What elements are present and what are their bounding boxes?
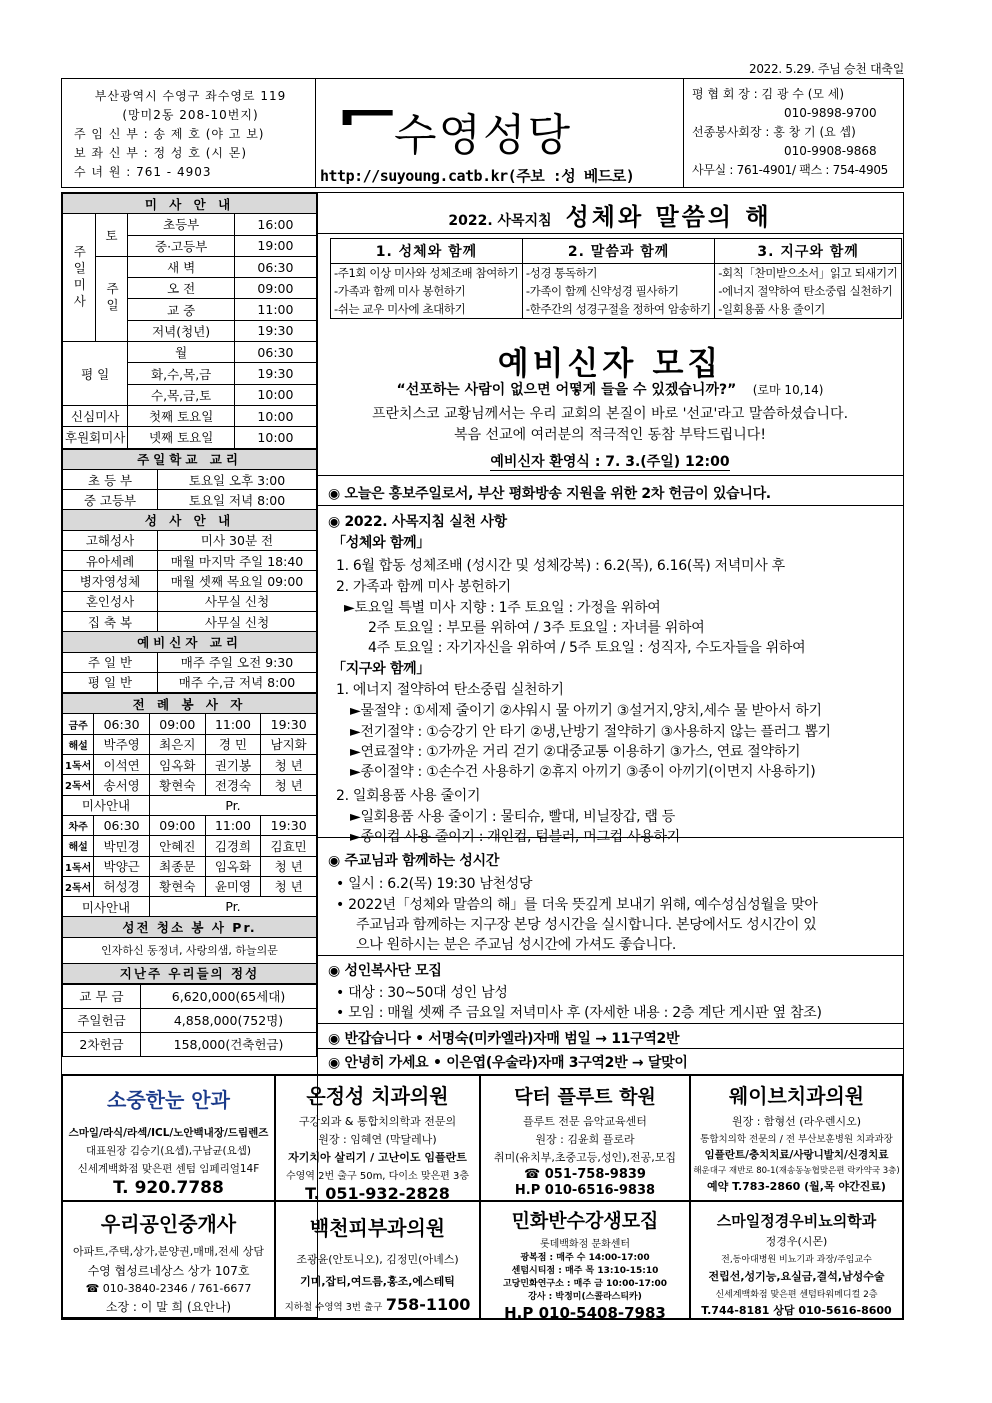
servers-cell: 황현숙 bbox=[149, 876, 205, 896]
main-content bbox=[318, 192, 904, 845]
sacrament-time: 사무실 신청 bbox=[158, 591, 317, 611]
ad-tel: ☎ 051-758-9839 bbox=[524, 1167, 646, 1182]
servers-cell: 최은지 bbox=[149, 734, 205, 754]
parish-info bbox=[62, 79, 316, 187]
servers-cell: 윤미영 bbox=[205, 876, 261, 896]
guide-label: 미사안내 bbox=[63, 795, 150, 815]
ad-minhwa[interactable] bbox=[480, 1201, 690, 1319]
ad-tel: 소장 : 이 말 희 (요안나) bbox=[105, 1300, 232, 1314]
ad-name: 우리공인중개사 bbox=[100, 1212, 237, 1236]
address-line: 부산광역시 수영구 좌수영로 119 bbox=[94, 89, 287, 103]
sacrament-name: 고해성사 bbox=[63, 530, 158, 550]
theme-year: 2022. 사목지침 bbox=[448, 213, 552, 229]
address-line: (망미2동 208-10번지) bbox=[122, 108, 259, 122]
ad-line: 원장 : 임혜연 (막달레나) bbox=[318, 1133, 437, 1146]
sacrament-name: 병자영성체 bbox=[63, 571, 158, 591]
notice-item: ►토요일 특별 미사 지향 : 1주 토요일 : 가정을 위하여 bbox=[344, 600, 661, 616]
servers-cell: 이석연 bbox=[94, 755, 150, 775]
sun-label: 주일 bbox=[95, 256, 128, 341]
ad-line: 전,동아대병원 비뇨기과 과장/주임교수 bbox=[721, 1255, 872, 1265]
ad-derma[interactable] bbox=[275, 1201, 480, 1319]
servers-cell: 허성경 bbox=[94, 876, 150, 896]
ad-line: 취미(유치부,초중고등,성인),전공,모집 bbox=[494, 1151, 676, 1164]
sunday-mass-label: 주일미사 bbox=[63, 214, 96, 342]
website-link[interactable]: http://suyoung.catb.kr(주보 :성 베드로) bbox=[320, 167, 635, 185]
notice-item: ►종이컵 사용 줄이기 : 개인컵, 텀블러, 머그컵 사용하기 bbox=[350, 829, 680, 845]
notice-1: ◉ 오늘은 홍보주일로서, 부산 평화방송 지원을 위한 2차 헌금이 있습니다. bbox=[328, 486, 771, 502]
recruit-line: 복음 선교에 여러분의 적극적인 동참 부탁드립니다! bbox=[454, 427, 766, 443]
logo-text: 수영성당 bbox=[394, 110, 573, 161]
servers-cell: 박주영 bbox=[94, 734, 150, 754]
mass-name: 오 전 bbox=[128, 278, 234, 298]
mass-name: 교 중 bbox=[128, 299, 234, 319]
ad-realtor[interactable] bbox=[62, 1201, 275, 1319]
servers-cell: 해설 bbox=[63, 836, 94, 856]
ad-line: 전립선,성기능,요실금,결석,남성수술 bbox=[708, 1270, 885, 1283]
notice-item: 2주 토요일 : 부모를 위하여 / 3주 토요일 : 자녀를 위하여 bbox=[368, 620, 705, 636]
servers-cell: 금주 bbox=[63, 714, 94, 734]
staff-line: 보 좌 신 부 : 정 성 호 (시 몬) bbox=[74, 146, 248, 160]
notice-item: • 대상 : 30~50대 성인 남성 bbox=[336, 985, 508, 1001]
school-time: 토요일 오후 3:00 bbox=[158, 469, 317, 489]
ad-line: 원장 : 김윤희 플로라 bbox=[535, 1133, 635, 1146]
guide-label: 미사안내 bbox=[63, 897, 150, 917]
guide-value: Pr. bbox=[149, 897, 316, 917]
sacrament-name: 유아세례 bbox=[63, 551, 158, 571]
notice-item: ►일회용품 사용 줄이기 : 물티슈, 빨대, 비닐장갑, 랩 등 bbox=[350, 809, 676, 825]
ad-line: 정경우(시몬) bbox=[765, 1235, 828, 1248]
notice-item: ►연료절약 : ①가까운 거리 걷기 ②대중교통 이용하기 ③가스, 연료 절약하기 bbox=[350, 744, 801, 760]
mass-time: 19:00 bbox=[257, 238, 294, 254]
president-tel: 010-9898-9700 bbox=[784, 106, 877, 120]
ad-eye-clinic[interactable] bbox=[62, 1075, 275, 1201]
ad-name: 스마일정경우비뇨의학과 bbox=[716, 1212, 877, 1230]
servers-cell: 전경숙 bbox=[205, 775, 261, 795]
quote-ref: (로마 10,14) bbox=[752, 383, 824, 397]
notice-item: 2. 가족과 함께 미사 봉헌하기 bbox=[336, 579, 511, 595]
ad-line: 광복점 : 매주 수 14:00-17:00 bbox=[520, 1253, 650, 1263]
ad-line: 고당민화연구소 : 매주 금 10:00-17:00 bbox=[502, 1279, 668, 1289]
ad-line: 조광윤(안토니오), 김정민(아녜스) bbox=[296, 1253, 459, 1266]
sacrament-name: 혼인성사 bbox=[63, 591, 158, 611]
mass-time: 06:30 bbox=[257, 259, 294, 275]
servers-cell: 1독서 bbox=[63, 755, 94, 775]
mass-name: 초등부 bbox=[128, 214, 234, 234]
servers-cell: 2독서 bbox=[63, 775, 94, 795]
servers-cell: 2독서 bbox=[63, 876, 94, 896]
cleaning-teams: 인자하신 동정녀, 사랑의샘, 하늘의문 bbox=[63, 937, 317, 963]
plan-item: -가족이 함께 신약성경 필사하기 bbox=[522, 282, 714, 300]
plan-item: -일회용품 사용 줄이기 bbox=[715, 300, 902, 319]
notice-2: ◉ 2022. 사목지침 실천 사항 bbox=[328, 514, 507, 530]
plan-head: 2. 말씀과 함께 bbox=[522, 239, 714, 264]
ad-tel: 758-1100 bbox=[385, 1295, 471, 1314]
servers-cell: 남지화 bbox=[261, 734, 317, 754]
ad-line: 신세계백화점 맞은편 센텀타워메디컬 2층 bbox=[715, 1290, 878, 1300]
ad-line: 기미,잡티,여드름,홍조,에스테틱 bbox=[300, 1275, 455, 1288]
servers-cell: 청 년 bbox=[261, 856, 317, 876]
notice-4: ◉ 성인복사단 모집 bbox=[328, 963, 442, 979]
offering-label: 2차헌금 bbox=[63, 1032, 141, 1056]
ad-flute[interactable] bbox=[480, 1075, 690, 1201]
servers-cell: 송서영 bbox=[94, 775, 150, 795]
ad-line: 아파트,주택,상가,분양권,매매,전세 상담 bbox=[73, 1245, 264, 1258]
sacrament-time: 미사 30분 전 bbox=[158, 530, 317, 550]
ad-tel: T. 920.7788 bbox=[113, 1178, 224, 1198]
logo-area bbox=[316, 79, 684, 187]
servers-cell: 1독서 bbox=[63, 856, 94, 876]
mass-time: 16:00 bbox=[257, 216, 294, 232]
ad-line: 통합치의학 전문의 / 전 부산보훈병원 치과과장 bbox=[700, 1134, 893, 1145]
mass-name: 새 벽 bbox=[128, 257, 234, 277]
sacrament-name: 집 축 복 bbox=[63, 611, 158, 631]
pastoral-theme bbox=[318, 197, 902, 232]
servers-cell: 청 년 bbox=[261, 775, 317, 795]
ads-area bbox=[61, 1074, 904, 1320]
mission-tel: 010-9908-9868 bbox=[784, 144, 877, 158]
ad-line: 수영 협성르네상스 상가 107호 bbox=[87, 1264, 250, 1278]
mass-name: 저녁(청년) bbox=[128, 321, 234, 341]
servers-cell: 임옥화 bbox=[205, 856, 261, 876]
notice-sub: 「성체와 함께」 bbox=[332, 535, 431, 551]
servers-cell: 09:00 bbox=[149, 714, 205, 734]
recruit-title: 예비신자 모집 bbox=[497, 344, 723, 382]
ad-name: 백천피부과의원 bbox=[309, 1216, 446, 1240]
notice-item: 1. 6월 합동 성체조배 (성시간 및 성체강복) : 6.2(목), 6.16(목) 저녁미사 후 bbox=[336, 558, 785, 574]
offering-amount: 4,858,000(752명) bbox=[141, 1008, 317, 1032]
logo-mark: ⌐ bbox=[334, 85, 402, 144]
ad-name: 웨이브치과의원 bbox=[728, 1084, 865, 1108]
notice-5: ◉ 반갑습니다 • 서명숙(미카엘라)자매 범일 → 11구역2반 bbox=[328, 1031, 680, 1047]
ad-dental-2[interactable] bbox=[690, 1075, 903, 1201]
ad-line: ☎ 010-3840-2346 / 761-6677 bbox=[85, 1282, 252, 1295]
mass-name: 수,목,금,토 bbox=[128, 385, 234, 405]
notice-item: 으나 원하시는 분은 주교님 성시간에 가셔도 좋습니다. bbox=[356, 937, 676, 953]
event-text: 예비신자 환영식 : 7. 3.(주일) 12:00 bbox=[490, 454, 730, 470]
mass-name: 화,수,목,금 bbox=[128, 363, 234, 383]
servers-title: 전 례 봉 사 자 bbox=[63, 694, 317, 714]
plan-item: -한주간의 성경구절을 정하여 암송하기 bbox=[522, 300, 714, 319]
ad-line: 수영역 2번 출구 50m, 다이소 맞은편 3층 bbox=[285, 1171, 470, 1182]
quote-text: “선포하는 사람이 없으면 어떻게 들을 수 있겠습니까?” bbox=[396, 382, 737, 398]
offering-title: 지난주 우리들의 정성 bbox=[63, 963, 317, 983]
plan-item: -주1회 이상 미사와 성체조배 참여하기 bbox=[331, 264, 523, 283]
servers-cell: 청 년 bbox=[261, 876, 317, 896]
staff-line: 주 임 신 부 : 송 제 호 (야 고 보) bbox=[74, 127, 265, 141]
notice-item: ►종이절약 : ①손수건 사용하기 ②휴지 아끼기 ③종이 아끼기(이면지 사용하기) bbox=[350, 764, 816, 780]
plan-item: -성경 통독하기 bbox=[522, 264, 714, 283]
ad-tel: H.P 010-6516-9838 bbox=[514, 1183, 656, 1198]
mass-name: 신심미사 bbox=[63, 405, 128, 426]
servers-cell: 차주 bbox=[63, 815, 94, 835]
ad-tel: T. 051-932-2828 bbox=[305, 1184, 450, 1201]
welcome-event bbox=[318, 451, 902, 471]
plan-head: 3. 지구와 함께 bbox=[715, 239, 902, 264]
offering-table bbox=[62, 984, 317, 1057]
servers-cell: 최종문 bbox=[149, 856, 205, 876]
sacrament-time: 매월 마지막 주일 18:40 bbox=[158, 551, 317, 571]
mass-name: 중·고등부 bbox=[128, 236, 234, 256]
servers-cell: 김효민 bbox=[261, 836, 317, 856]
ad-line: 지하철 수영역 3번 출구 bbox=[284, 1302, 383, 1313]
mass-name: 월 bbox=[128, 342, 234, 362]
mass-day: 넷째 토요일 bbox=[128, 427, 234, 447]
servers-cell: 안혜진 bbox=[149, 836, 205, 856]
sacrament-time: 매월 셋째 목요일 09:00 bbox=[158, 571, 317, 591]
date-line: 2022. 5.29. 주님 승천 대축일 bbox=[749, 62, 904, 76]
servers-cell: 09:00 bbox=[149, 815, 205, 835]
ad-line: 플루트 전문 음악교육센터 bbox=[523, 1115, 647, 1128]
header bbox=[61, 78, 904, 188]
cleaning-title: 성전 청소 봉 사 Pr. bbox=[63, 917, 317, 937]
sacrament-title: 성 사 안 내 bbox=[63, 510, 317, 530]
servers-cell: 11:00 bbox=[205, 714, 261, 734]
notice-item: 2. 일회용품 사용 줄이기 bbox=[336, 788, 481, 804]
ad-name: 민화반수강생모집 bbox=[511, 1210, 659, 1232]
notice-3: ◉ 주교님과 함께하는 성시간 bbox=[328, 853, 500, 869]
school-table bbox=[62, 449, 317, 694]
offering-label: 교 무 금 bbox=[63, 984, 141, 1008]
mass-table bbox=[62, 193, 317, 449]
notice-sub: 「지구와 함께」 bbox=[332, 661, 431, 677]
plan-item: -회칙「찬미받으소서」읽고 되새기기 bbox=[715, 264, 902, 283]
ad-line: 강사 : 박정미(스콜라스티카) bbox=[528, 1292, 642, 1302]
ad-line: 대표원장 김승기(요셉),구남균(요셉) bbox=[85, 1145, 252, 1157]
servers-cell: 박양근 bbox=[94, 856, 150, 876]
servers-cell: 권기봉 bbox=[205, 755, 261, 775]
recruit-quote bbox=[318, 379, 902, 399]
mass-title: 미 사 안 내 bbox=[63, 194, 317, 214]
servers-cell: 임옥화 bbox=[149, 755, 205, 775]
office-tel: 사무실 : 761-4901/ 팩스 : 754-4905 bbox=[692, 163, 889, 177]
servers-cell: 19:30 bbox=[261, 714, 317, 734]
theme-title: 성체와 말씀의 해 bbox=[565, 203, 772, 231]
ad-tel: 예약 T.783-2860 (월,목 야간진료) bbox=[707, 1180, 886, 1193]
school-title: 주일학교 교리 bbox=[63, 449, 317, 469]
notice-item: ►물절약 : ①세제 줄이기 ②샤워시 물 아끼기 ③설거지,양치,세수 물 받아서 하기 bbox=[350, 703, 822, 719]
mass-name: 후원회미사 bbox=[63, 427, 128, 448]
ad-urology[interactable] bbox=[690, 1201, 903, 1319]
mass-time: 19:30 bbox=[257, 323, 294, 339]
class-time: 매주 수,금 저녁 8:00 bbox=[158, 672, 317, 692]
servers-cell: 김경희 bbox=[205, 836, 261, 856]
notice-item: 4주 토요일 : 자기자신을 위하여 / 5주 토요일 : 성직자, 수도자들을 위하여 bbox=[368, 640, 806, 656]
president: 평 협 회 장 : 김 광 수 (모 세) bbox=[692, 87, 845, 101]
notice-item: • 2022년「성체와 말씀의 해」를 더욱 뜻깊게 보내기 위해, 예수성심성월을 맞아 bbox=[336, 897, 818, 913]
catechumen-title: 예비신자 교리 bbox=[63, 632, 317, 652]
mass-time: 10:00 bbox=[257, 429, 294, 445]
notices-lower bbox=[318, 838, 904, 1074]
ad-dental-1[interactable] bbox=[275, 1075, 480, 1201]
class-name: 주 일 반 bbox=[63, 652, 158, 672]
council-info bbox=[684, 79, 903, 187]
servers-table bbox=[62, 693, 317, 984]
notice-item: • 일시 : 6.2(목) 19:30 남천성당 bbox=[336, 876, 533, 892]
sat-label: 토 bbox=[95, 214, 128, 257]
ad-line: 자기치아 살리기 / 고난이도 임플란트 bbox=[288, 1151, 467, 1164]
ad-line: 해운대구 재반로 80-1(재송동농협맞은편 락카약국 3층) bbox=[693, 1166, 900, 1176]
school-time: 토요일 저녁 8:00 bbox=[158, 490, 317, 510]
plan-item: -쉬는 교우 미사에 초대하기 bbox=[331, 300, 523, 319]
school-name: 중 고등부 bbox=[63, 490, 158, 510]
mass-time: 10:00 bbox=[257, 408, 294, 424]
offering-amount: 6,620,000(65세대) bbox=[141, 984, 317, 1008]
mass-day: 첫째 토요일 bbox=[128, 406, 234, 426]
mass-time: 10:00 bbox=[257, 387, 294, 403]
ad-line: 구강외과 & 통합치의학과 전문의 bbox=[298, 1115, 457, 1128]
servers-cell: 청 년 bbox=[261, 755, 317, 775]
servers-cell: 06:30 bbox=[94, 714, 150, 734]
offering-label: 주일헌금 bbox=[63, 1008, 141, 1032]
mass-time: 06:30 bbox=[257, 344, 294, 360]
notice-item: ►전기절약 : ①승강기 안 타기 ②냉,난방기 절약하기 ③사용하지 않는 플러그 뽑기 bbox=[350, 724, 831, 740]
class-time: 매주 주일 오전 9:30 bbox=[158, 652, 317, 672]
servers-cell: 11:00 bbox=[205, 815, 261, 835]
class-name: 평 일 반 bbox=[63, 672, 158, 692]
ad-line: 센텀시티점 : 매주 목 13:10-15:10 bbox=[511, 1266, 659, 1276]
servers-cell: 19:30 bbox=[261, 815, 317, 835]
plan-head: 1. 성체와 함께 bbox=[331, 239, 523, 264]
mass-time: 11:00 bbox=[257, 302, 294, 318]
guide-value: Pr. bbox=[149, 795, 316, 815]
recruit-line: 프란치스코 교황님께서는 우리 교회의 본질이 바로 '선교'라고 말씀하셨습니다. bbox=[371, 406, 849, 422]
servers-cell: 경 민 bbox=[205, 734, 261, 754]
ad-line: 롯데백화점 문화센터 bbox=[539, 1239, 631, 1250]
notice-item: 1. 에너지 절약하여 탄소중립 실천하기 bbox=[336, 682, 564, 698]
ad-tel: T.744-8181 상담 010-5616-8600 bbox=[701, 1304, 892, 1317]
offering-amount: 158,000(건축헌금) bbox=[141, 1032, 317, 1056]
ad-line: 원장 : 함형선 (라우렌시오) bbox=[731, 1115, 862, 1128]
weekday-label: 평 일 bbox=[63, 342, 128, 406]
mission-head: 선종봉사회장 : 홍 창 기 (요 셉) bbox=[692, 125, 856, 139]
servers-cell: 황현숙 bbox=[149, 775, 205, 795]
pastoral-plan-table bbox=[330, 238, 902, 319]
ad-line: 임플란트/충치치료/사랑니발치/신경치료 bbox=[704, 1149, 889, 1161]
notice-item: 주교님과 함께하는 지구장 본당 성시간을 실시합니다. 본당에서도 성시간이 있 bbox=[356, 917, 817, 933]
ad-line: 스마일/라식/라섹/ICL/노안백내장/드림렌즈 bbox=[68, 1127, 269, 1139]
school-name: 초 등 부 bbox=[63, 469, 158, 489]
notice-item: • 모임 : 매월 셋째 주 금요일 저녁미사 후 (자세한 내용 : 2층 계단 게시판 옆 참조) bbox=[336, 1005, 822, 1021]
ad-name: 온정성 치과의원 bbox=[306, 1084, 449, 1108]
plan-item: -가족과 함께 미사 봉헌하기 bbox=[331, 282, 523, 300]
staff-line: 수 녀 원 : 761 - 4903 bbox=[74, 165, 212, 179]
ad-tel: H.P 010-5408-7983 bbox=[504, 1304, 666, 1319]
ad-line: 신세계백화점 맞은편 센텀 임페리얼14F bbox=[77, 1163, 260, 1175]
mass-time: 09:00 bbox=[257, 280, 294, 296]
servers-cell: 박민경 bbox=[94, 836, 150, 856]
mass-time: 19:30 bbox=[257, 366, 294, 382]
sacrament-time: 사무실 신청 bbox=[158, 611, 317, 631]
plan-item: -에너지 절약하여 탄소중립 실천하기 bbox=[715, 282, 902, 300]
servers-cell: 해설 bbox=[63, 734, 94, 754]
notice-6: ◉ 안녕히 가세요 • 이은엽(우술라)자매 3구역2반 → 달맞이 bbox=[328, 1055, 688, 1071]
ad-name: 닥터 플루트 학원 bbox=[514, 1086, 656, 1108]
ad-name: 소중한눈 안과 bbox=[107, 1088, 230, 1112]
servers-cell: 06:30 bbox=[94, 815, 150, 835]
